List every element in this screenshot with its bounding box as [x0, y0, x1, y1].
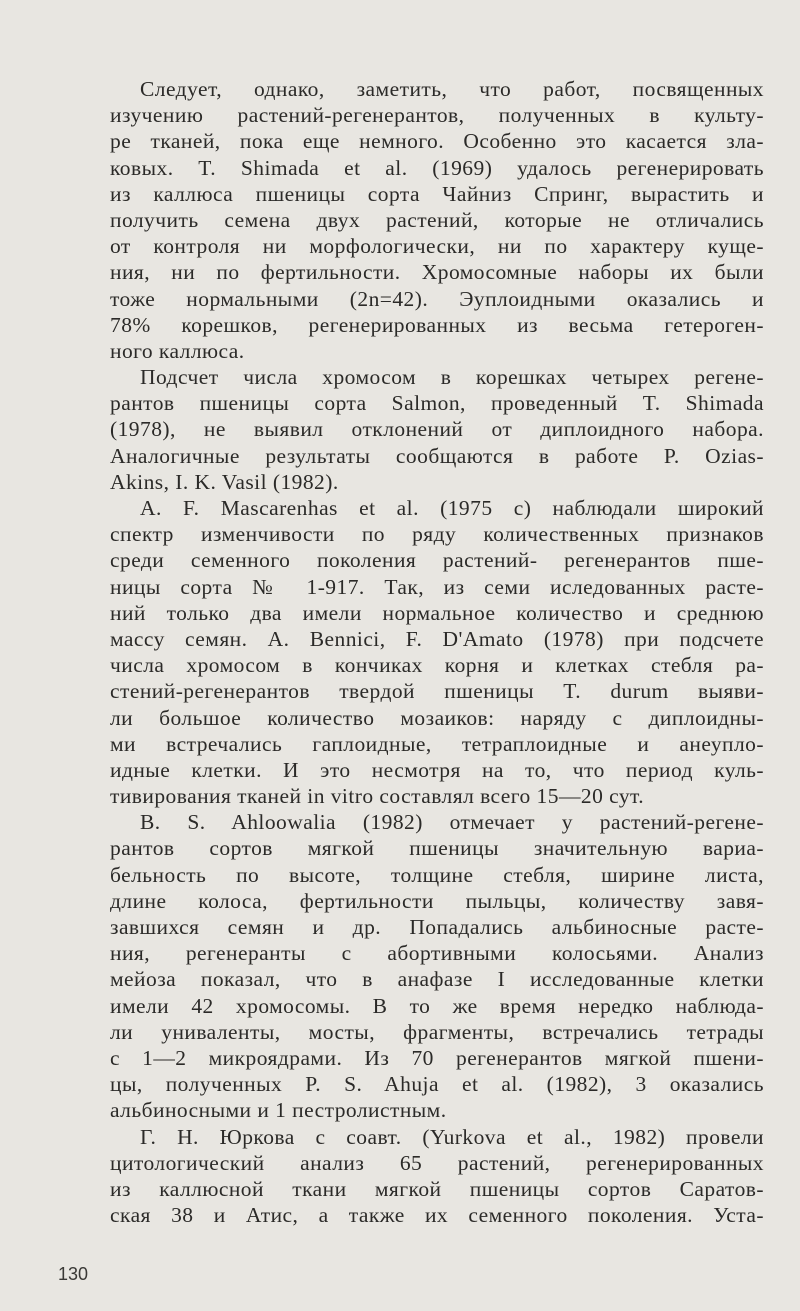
text-line: Следует, однако, заметить, что работ, посвященных: [140, 77, 764, 101]
text-line: среди семенного поколения растений- регенерантов пше-: [110, 548, 764, 573]
paragraph: [110, 809, 764, 1123]
text-line: рантов пшеницы сорта Salmon, проведенный T. Shimada: [110, 391, 764, 416]
text-line: бельность по высоте, толщине стебля, ширине листа,: [110, 862, 764, 887]
text-line: ли большое количество мозаиков: наряду с диплоидны-: [110, 705, 764, 730]
text-line: имели 42 хромосомы. В то же время нередко наблюда-: [110, 993, 764, 1018]
text-line: рантов сортов мягкой пшеницы значительную вариа-: [110, 836, 764, 861]
text-line: массу семян. A. Bennici, F. D'Amato (1978) при подсчете: [110, 626, 764, 651]
text-line: от контроля ни морфологически, ни по характеру куще-: [110, 234, 764, 259]
body-text: [110, 76, 764, 1228]
text-line: Г. Н. Юркова с соавт. (Yurkova et al., 1982) провели: [140, 1124, 764, 1149]
paragraph: [110, 495, 764, 809]
text-line: ния, ни по фертильности. Хромосомные наборы их были: [110, 260, 764, 285]
text-line: ний только два имели нормальное количество и среднюю: [110, 600, 764, 625]
text-line: идные клетки. И это несмотря на то, что период куль-: [110, 757, 764, 782]
text-line: завшихся семян и др. Попадались альбиносные расте-: [110, 915, 764, 939]
text-line: из каллюсной ткани мягкой пшеницы сортов Саратов-: [110, 1176, 764, 1201]
paragraph: [110, 364, 764, 495]
paragraph: [110, 1124, 764, 1229]
text-line: ми встречались гаплоидные, тетраплоидные и анеупло-: [110, 731, 764, 756]
text-line: 78% корешков, регенерированных из весьма гетероген-: [110, 312, 764, 337]
text-line: стений-регенерантов твердой пшеницы T. durum выяви-: [110, 679, 764, 704]
text-line: B. S. Ahloowalia (1982) отмечает у растений-регене-: [140, 810, 764, 835]
text-line: с 1—2 микроядрами. Из 70 регенерантов мягкой пшени-: [110, 1045, 764, 1070]
text-line: числа хромосом в кончиках корня и клетках стебля ра-: [110, 653, 764, 678]
text-line: цитологический анализ 65 растений, регенерированных: [110, 1150, 764, 1175]
text-line: Аналогичные результаты сообщаются в работе P. Ozias-: [110, 443, 764, 468]
text-line: (1978), не выявил отклонений от диплоидного набора.: [110, 417, 764, 442]
text-line: получить семена двух растений, которые не отличались: [110, 207, 764, 232]
text-line: альбиносными и 1 пестролистным.: [110, 1098, 447, 1123]
text-line: ковых. T. Shimada et al. (1969) удалось регенерировать: [110, 155, 764, 180]
text-line: тивирования тканей in vitro составлял всего 15—20 сут.: [110, 784, 645, 809]
text-line: A. F. Mascarenhas et al. (1975 c) наблюдали широкий: [140, 496, 764, 520]
text-line: ния, регенеранты с абортивными колосьями. Анализ: [110, 941, 764, 966]
text-line: Подсчет числа хромосом в корешках четырех регене-: [140, 365, 764, 390]
paragraph: [110, 76, 764, 364]
text-line: длине колоса, фертильности пыльцы, количеству завя-: [110, 888, 764, 913]
text-line: тоже нормальными (2n=42). Эуплоидными оказались и: [110, 286, 764, 311]
text-line: ницы сорта № 1-917. Так, из семи иследованных расте-: [110, 574, 764, 599]
text-line: изучению растений-регенерантов, полученных в культу-: [110, 103, 764, 128]
text-line: из каллюса пшеницы сорта Чайниз Спринг, вырастить и: [110, 181, 764, 206]
text-line: ская 38 и Атис, а также их семенного поколения. Уста-: [110, 1203, 764, 1228]
text-line: Akins, I. K. Vasil (1982).: [110, 469, 339, 494]
text-line: ного каллюса.: [110, 338, 245, 363]
text-line: ре тканей, пока еще немного. Особенно это касается зла-: [110, 129, 764, 154]
text-line: спектр изменчивости по ряду количественных признаков: [110, 522, 764, 547]
text-line: ли униваленты, мосты, фрагменты, встречались тетрады: [110, 1019, 764, 1044]
text-line: мейоза показал, что в анафазе I исследованные клетки: [110, 967, 764, 992]
page-number: 130: [58, 1264, 89, 1284]
text-line: цы, полученных P. S. Ahuja et al. (1982), 3 оказались: [110, 1072, 764, 1097]
